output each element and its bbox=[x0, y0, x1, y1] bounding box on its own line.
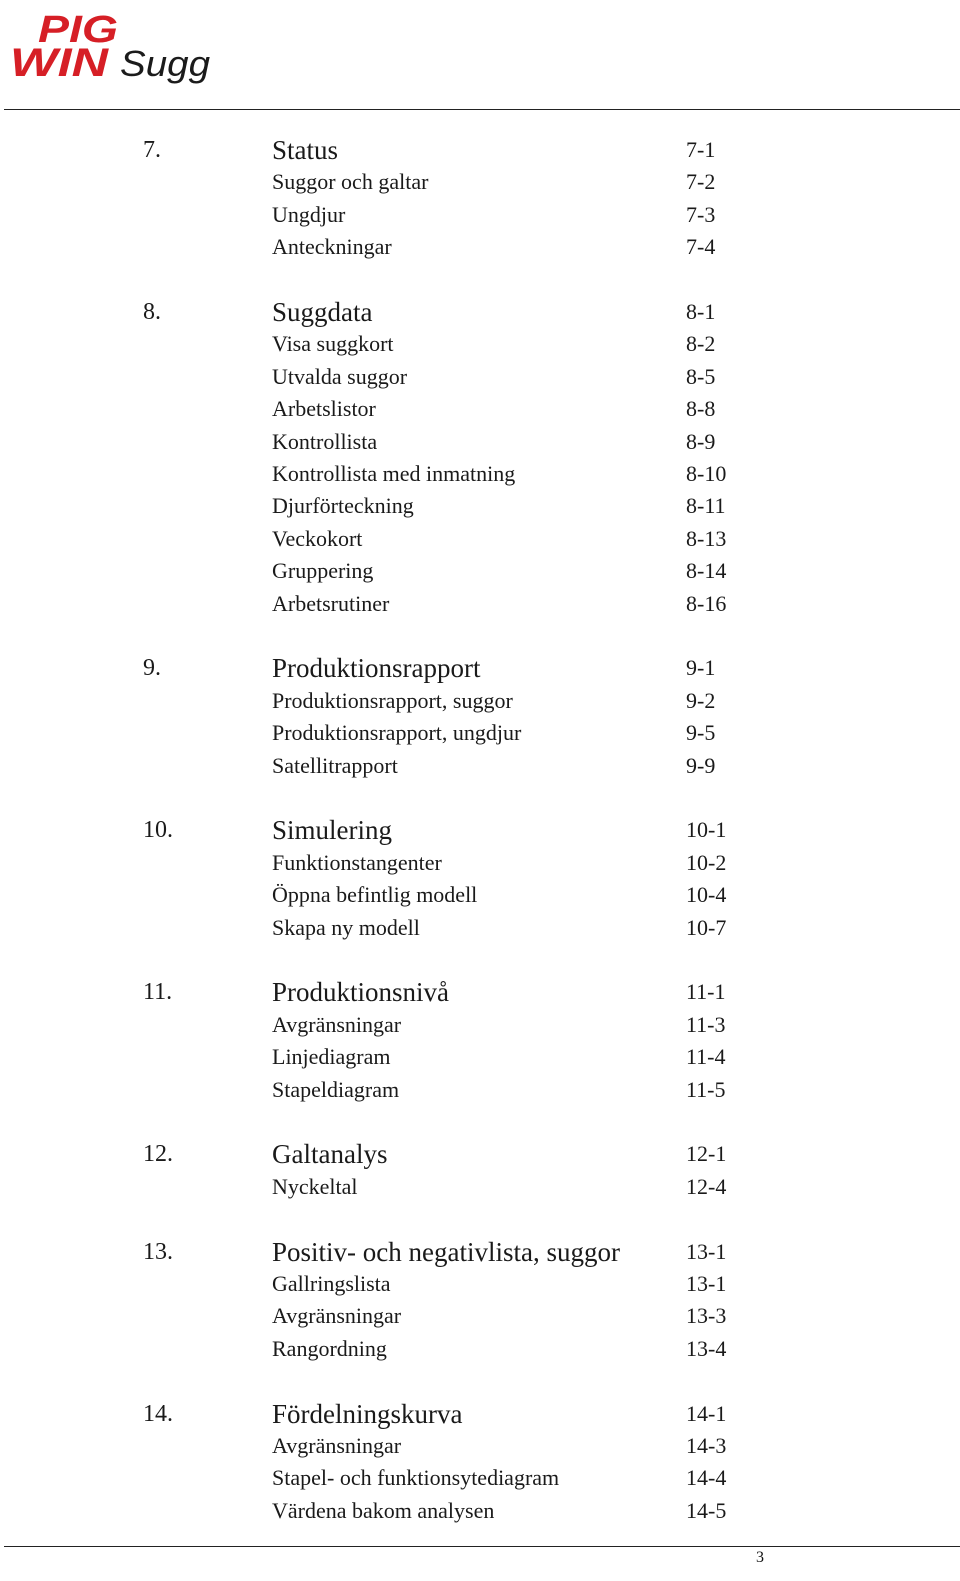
toc-entry bbox=[0, 199, 960, 231]
toc-entry-page: 8-2 bbox=[686, 331, 716, 357]
toc-entry bbox=[0, 1171, 960, 1203]
toc-section-title: Produktionsrapport bbox=[272, 653, 481, 684]
toc-entry-title: Avgränsningar bbox=[272, 1303, 402, 1329]
toc-entry bbox=[0, 685, 960, 717]
toc-entry-title: Suggor och galtar bbox=[272, 169, 429, 195]
toc-entry bbox=[0, 1300, 960, 1332]
footer-divider bbox=[4, 1546, 960, 1547]
toc-entry bbox=[0, 393, 960, 425]
toc-entry-title: Stapel- och funktionsytediagram bbox=[272, 1465, 560, 1491]
toc-section-number: 14. bbox=[143, 1400, 173, 1427]
toc-entry bbox=[0, 523, 960, 555]
toc-entry-title: Stapeldiagram bbox=[272, 1076, 400, 1102]
toc-section-heading bbox=[0, 814, 960, 846]
toc-entry-page: 8-8 bbox=[686, 396, 716, 422]
page-number: 3 bbox=[756, 1549, 764, 1566]
toc-entry bbox=[0, 166, 960, 198]
toc-entry-page: 8-5 bbox=[686, 363, 716, 389]
logo-sugg-text: Sugg bbox=[120, 43, 210, 84]
toc-entry-title: Arbetslistor bbox=[272, 396, 376, 422]
toc-entry-title: Gallringslista bbox=[272, 1271, 391, 1296]
toc-entry-title: Satellitrapport bbox=[272, 752, 398, 778]
toc-entry-title: Öppna befintlig modell bbox=[272, 882, 478, 908]
toc-entry-page: 14-5 bbox=[686, 1497, 727, 1523]
toc-entry-page: 9-9 bbox=[686, 752, 716, 778]
toc-section-heading bbox=[0, 1236, 960, 1268]
toc-entry-page: 8-14 bbox=[686, 558, 727, 584]
toc-section-title: Positiv- och negativlista, suggor bbox=[272, 1236, 620, 1267]
toc-entry bbox=[0, 1430, 960, 1462]
toc-section-title: Simulering bbox=[272, 815, 392, 846]
toc-entry-title: Skapa ny modell bbox=[272, 914, 420, 940]
toc-entry bbox=[0, 1041, 960, 1073]
toc-entry-title: Nyckeltal bbox=[272, 1173, 358, 1199]
toc-section-page: 13-1 bbox=[686, 1238, 727, 1264]
toc-entry-page: 10-7 bbox=[686, 914, 727, 940]
toc-entry bbox=[0, 231, 960, 263]
toc-section-number: 13. bbox=[143, 1238, 173, 1265]
toc-entry-title: Ungdjur bbox=[272, 201, 346, 227]
toc-entry-title: Avgränsningar bbox=[272, 1433, 402, 1458]
toc-entry-page: 9-2 bbox=[686, 687, 716, 713]
toc-entry-title: Visa suggkort bbox=[272, 331, 394, 357]
logo-win-text: WIN bbox=[10, 41, 110, 85]
toc-section-number: 11. bbox=[143, 979, 173, 1006]
toc-section-number: 12. bbox=[143, 1141, 173, 1168]
toc-entry-page: 11-3 bbox=[686, 1011, 726, 1037]
toc-entry-page: 9-5 bbox=[686, 720, 716, 746]
toc-section-page: 14-1 bbox=[686, 1400, 727, 1426]
toc-section-title: Suggdata bbox=[272, 297, 373, 327]
toc-entry bbox=[0, 1333, 960, 1365]
toc-section-title: Status bbox=[272, 135, 339, 165]
logo-pig-text: PIG bbox=[38, 9, 118, 51]
toc-entry-page: 11-4 bbox=[686, 1044, 726, 1070]
toc-entry-page: 8-9 bbox=[686, 428, 716, 454]
toc-entry-page: 13-1 bbox=[686, 1271, 727, 1296]
toc-section-heading bbox=[0, 296, 960, 328]
toc-entry-title: Gruppering bbox=[272, 558, 374, 584]
toc-entry-page: 8-11 bbox=[686, 493, 726, 519]
toc-section-page: 12-1 bbox=[686, 1141, 727, 1167]
toc-section-title: Produktionsnivå bbox=[272, 977, 450, 1008]
toc-entry-page: 11-5 bbox=[686, 1076, 726, 1102]
toc-section-title: Galtanalys bbox=[272, 1139, 388, 1170]
toc-section-heading bbox=[0, 1398, 960, 1430]
toc-entry bbox=[0, 361, 960, 393]
toc-section-page: 11-1 bbox=[686, 979, 726, 1005]
toc-section-number: 7. bbox=[143, 137, 161, 163]
toc-entry bbox=[0, 1462, 960, 1494]
toc-entry-page: 10-2 bbox=[686, 849, 727, 875]
toc-section-heading bbox=[0, 652, 960, 684]
toc-entry bbox=[0, 750, 960, 782]
toc-section-page: 10-1 bbox=[686, 817, 727, 843]
toc-entry bbox=[0, 912, 960, 944]
toc-entry-page: 7-4 bbox=[686, 234, 716, 260]
toc-section-page: 9-1 bbox=[686, 655, 716, 681]
toc-entry bbox=[0, 328, 960, 360]
toc-entry-page: 8-16 bbox=[686, 590, 727, 616]
toc-entry-title: Produktionsrapport, suggor bbox=[272, 687, 513, 713]
toc-entry-page: 13-3 bbox=[686, 1303, 727, 1329]
toc-entry bbox=[0, 1009, 960, 1041]
toc-entry-title: Kontrollista bbox=[272, 428, 378, 454]
toc-entry-page: 13-4 bbox=[686, 1335, 727, 1361]
toc-entry bbox=[0, 1074, 960, 1106]
toc-entry-page: 8-10 bbox=[686, 461, 727, 486]
toc-entry bbox=[0, 426, 960, 458]
toc-entry bbox=[0, 458, 960, 490]
toc-entry bbox=[0, 588, 960, 620]
toc-entry bbox=[0, 847, 960, 879]
toc-entry-title: Anteckningar bbox=[272, 234, 392, 260]
toc-entry bbox=[0, 555, 960, 587]
toc-entry-title: Utvalda suggor bbox=[272, 363, 408, 389]
toc-section-page: 7-1 bbox=[686, 137, 716, 162]
toc-section-title: Fördelningskurva bbox=[272, 1398, 463, 1429]
toc-entry-title: Rangordning bbox=[272, 1335, 387, 1361]
toc-entry-title: Produktionsrapport, ungdjur bbox=[272, 720, 522, 746]
toc-section-heading bbox=[0, 1138, 960, 1170]
toc-entry-title: Linjediagram bbox=[272, 1044, 391, 1070]
toc-section-number: 8. bbox=[143, 299, 161, 325]
toc-section-heading bbox=[0, 134, 960, 166]
toc-entry-page: 7-3 bbox=[686, 201, 716, 227]
toc-entry-title: Kontrollista med inmatning bbox=[272, 461, 516, 486]
toc-entry-title: Funktionstangenter bbox=[272, 849, 442, 875]
toc-entry-title: Avgränsningar bbox=[272, 1011, 402, 1037]
toc-entry-title: Värdena bakom analysen bbox=[272, 1497, 495, 1523]
toc-entry-page: 14-4 bbox=[686, 1465, 727, 1491]
toc-entry bbox=[0, 490, 960, 522]
toc-entry-page: 7-2 bbox=[686, 169, 716, 195]
toc-entry-title: Djurförteckning bbox=[272, 493, 414, 519]
toc-entry-page: 12-4 bbox=[686, 1173, 727, 1199]
toc-section-page: 8-1 bbox=[686, 299, 716, 324]
toc-entry bbox=[0, 1268, 960, 1300]
toc-entry-page: 10-4 bbox=[686, 882, 727, 908]
toc-entry bbox=[0, 879, 960, 911]
toc-entry-page: 14-3 bbox=[686, 1433, 727, 1458]
toc-entry bbox=[0, 717, 960, 749]
toc-entry-title: Arbetsrutiner bbox=[272, 590, 390, 616]
toc-section-number: 10. bbox=[143, 817, 173, 844]
toc-section-number: 9. bbox=[143, 655, 161, 682]
toc-entry bbox=[0, 1495, 960, 1527]
toc-section-heading bbox=[0, 976, 960, 1008]
toc-entry-page: 8-13 bbox=[686, 525, 727, 551]
toc-entry-title: Veckokort bbox=[272, 525, 363, 551]
